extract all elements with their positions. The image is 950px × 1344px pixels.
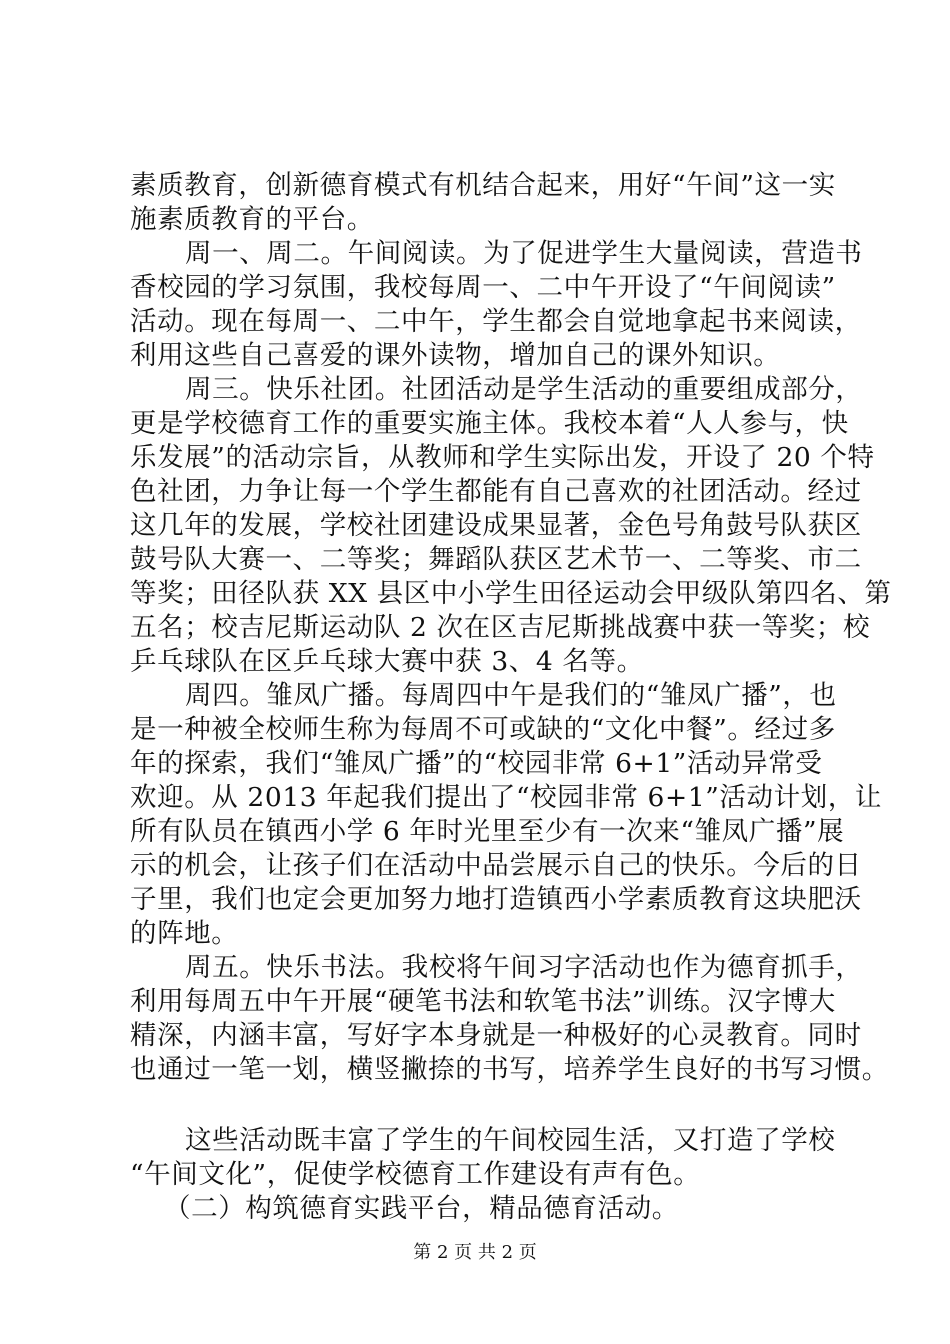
text-line: 活动。现在每周一、二中午，学生都会自觉地拿起书来阅读， — [130, 306, 862, 337]
text-line: 精深，内涵丰富，写好字本身就是一种极好的心灵教育。同时 — [130, 1020, 862, 1051]
text-line: 周一、周二。午间阅读。为了促进学生大量阅读，营造书 — [185, 238, 863, 269]
text-line: 乒乓球队在区乒乓球大赛中获 3、4 名等。 — [130, 646, 644, 677]
text-line: （二）构筑德育实践平台，精品德育活动。 — [164, 1193, 679, 1224]
text-line: 周三。快乐社团。社团活动是学生活动的重要组成部分， — [185, 374, 863, 405]
text-line: 示的机会，让孩子们在活动中品尝展示自己的快乐。今后的日 — [130, 850, 862, 881]
text-line: 素质教育，创新德育模式有机结合起来，用好“午间”这一实 — [130, 170, 836, 201]
text-line: 周四。雏凤广播。每周四中午是我们的“雏凤广播”，也 — [185, 680, 837, 711]
text-line: 所有队员在镇西小学 6 年时光里至少有一次来“雏凤广播”展 — [130, 816, 845, 847]
text-line: 施素质教育的平台。 — [130, 204, 374, 235]
text-line: 子里，我们也定会更加努力地打造镇西小学素质教育这块肥沃 — [130, 884, 862, 915]
text-line: 利用每周五中午开展“硬笔书法和软笔书法”训练。汉字博大 — [130, 986, 836, 1017]
text-line: 这几年的发展，学校社团建设成果显著，金色号角鼓号队获区 — [130, 510, 862, 541]
text-line: 利用这些自己喜爱的课外读物，增加自己的课外知识。 — [130, 340, 781, 371]
text-line: 鼓号队大赛一、二等奖；舞蹈队获区艺术节一、二等奖、市二 — [130, 544, 862, 575]
text-line: 乐发展”的活动宗旨，从教师和学生实际出发，开设了 20 个特 — [130, 442, 875, 473]
text-line: 的阵地。 — [130, 918, 239, 949]
text-line: 周五。快乐书法。我校将午间习字活动也作为德育抓手， — [185, 952, 863, 983]
text-line: 更是学校德育工作的重要实施主体。我校本着“人人参与，快 — [130, 408, 849, 439]
text-line: 也通过一笔一划，横竖撇捺的书写，培养学生良好的书写习惯。 — [130, 1054, 889, 1085]
text-line: 年的探索，我们“雏凤广播”的“校园非常 6+1”活动异常受 — [130, 748, 823, 779]
text-line: 等奖；田径队获 XX 县区中小学生田径运动会甲级队第四名、第 — [130, 578, 892, 609]
text-line: 欢迎。从 2013 年起我们提出了“校园非常 6+1”活动计划，让 — [130, 782, 883, 813]
text-line: 这些活动既丰富了学生的午间校园生活，又打造了学校 — [185, 1125, 836, 1156]
text-line: 五名；校吉尼斯运动队 2 次在区吉尼斯挑战赛中获一等奖；校 — [130, 612, 871, 643]
text-line: 香校园的学习氛围，我校每周一、二中午开设了“午间阅读” — [130, 272, 836, 303]
text-line: 是一种被全校师生称为每周不可或缺的“文化中餐”。经过多 — [130, 714, 836, 745]
text-line: 色社团，力争让每一个学生都能有自己喜欢的社团活动。经过 — [130, 476, 862, 507]
text-line: “午间文化”，促使学校德育工作建设有声有色。 — [130, 1159, 701, 1190]
page-footer: 第 2 页 共 2 页 — [413, 1242, 537, 1263]
